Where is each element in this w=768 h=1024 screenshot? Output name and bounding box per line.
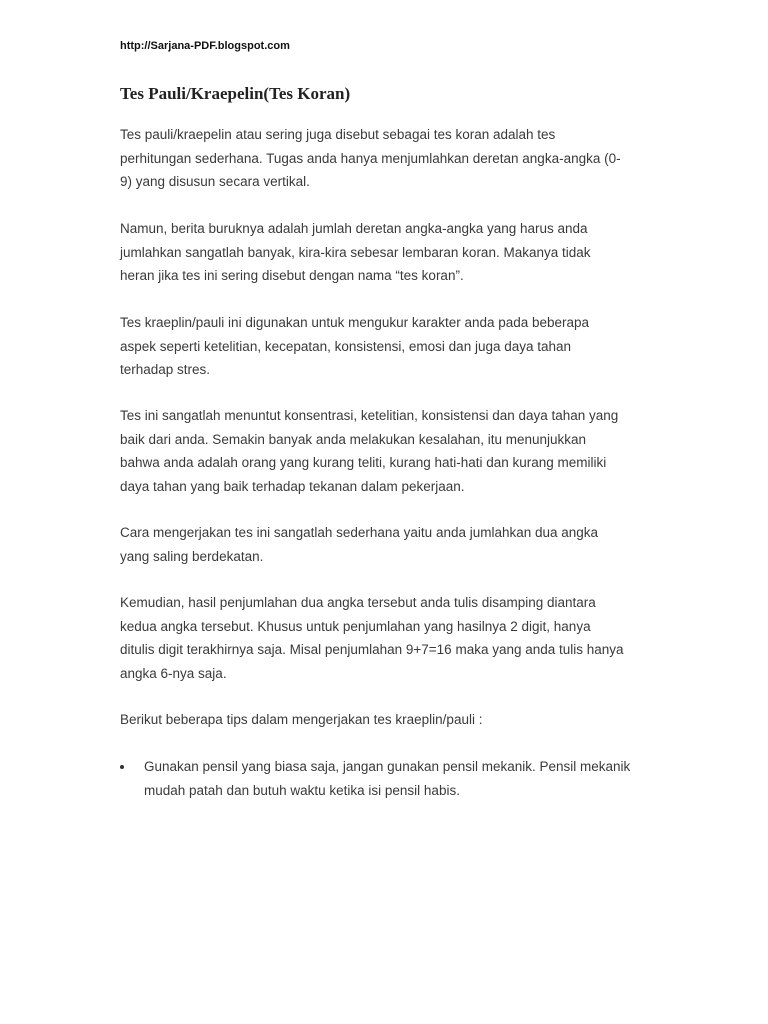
paragraph-line: jumlahkan sangatlah banyak, kira-kira sebesar lembaran koran. Makanya tidak bbox=[120, 244, 591, 260]
paragraph-line: Cara mengerjakan tes ini sangatlah sederhana yaitu anda jumlahkan dua angka bbox=[120, 525, 599, 540]
paragraph-line: daya tahan yang baik terhadap tekanan dalam pekerjaan. bbox=[120, 478, 465, 494]
paragraph-line: Namun, berita buruknya adalah jumlah deretan angka-angka yang harus anda bbox=[120, 221, 588, 236]
paragraph-line: Kemudian, hasil penjumlahan dua angka tersebut anda tulis disamping diantara bbox=[120, 595, 596, 610]
paragraph-2 bbox=[120, 217, 591, 288]
paragraph-line: Berikut beberapa tips dalam mengerjakan tes kraeplin/pauli : bbox=[120, 712, 483, 727]
paragraph-line: perhitungan sederhana. Tugas anda hanya menjumlahkan deretan angka-angka (0- bbox=[120, 150, 621, 166]
paragraph-4 bbox=[120, 404, 618, 498]
paragraph-line: 9) yang disusun secara vertikal. bbox=[120, 174, 310, 189]
paragraph-1 bbox=[120, 123, 621, 194]
paragraph-line: ditulis digit terakhirnya saja. Misal penjumlahan 9+7=16 maka yang anda tulis hanya bbox=[120, 642, 624, 657]
paragraph-line: Tes ini sangatlah menuntut konsentrasi, ketelitian, konsistensi dan daya tahan yang bbox=[120, 408, 619, 423]
paragraph-line: aspek seperti ketelitian, kecepatan, konsistensi, emosi dan juga daya tahan bbox=[120, 338, 572, 354]
paragraph-line: bahwa anda adalah orang yang kurang teliti, kurang hati-hati dan kurang memiliki bbox=[120, 455, 607, 470]
paragraph-line: angka 6-nya saja. bbox=[120, 665, 227, 681]
tips-list bbox=[120, 755, 630, 802]
paragraph-5 bbox=[120, 521, 598, 568]
paragraph-3 bbox=[120, 311, 589, 382]
document-title: Tes Pauli/Kraepelin(Tes Koran) bbox=[120, 84, 351, 103]
paragraph-line: kedua angka tersebut. Khusus untuk penjumlahan yang hasilnya 2 digit, hanya bbox=[120, 618, 591, 634]
paragraph-line: yang saling berdekatan. bbox=[120, 548, 264, 564]
bullet-icon bbox=[120, 765, 124, 769]
paragraph-line: Tes pauli/kraepelin atau sering juga disebut sebagai tes koran adalah tes bbox=[120, 127, 556, 142]
list-item bbox=[120, 755, 630, 802]
paragraph-7 bbox=[120, 708, 482, 732]
list-item-line: mudah patah dan butuh waktu ketika isi pensil habis. bbox=[144, 782, 460, 798]
header-url[interactable]: http://Sarjana-PDF.blogspot.com bbox=[120, 40, 290, 52]
list-item-line: Gunakan pensil yang biasa saja, jangan gunakan pensil mekanik. Pensil mekanik bbox=[144, 759, 631, 774]
paragraph-6 bbox=[120, 591, 624, 685]
paragraph-line: heran jika tes ini sering disebut dengan nama “tes koran”. bbox=[120, 268, 464, 283]
paragraph-line: terhadap stres. bbox=[120, 362, 211, 377]
paragraph-line: baik dari anda. Semakin banyak anda melakukan kesalahan, itu menunjukkan bbox=[120, 431, 587, 447]
paragraph-line: Tes kraeplin/pauli ini digunakan untuk mengukur karakter anda pada beberapa bbox=[120, 315, 590, 330]
